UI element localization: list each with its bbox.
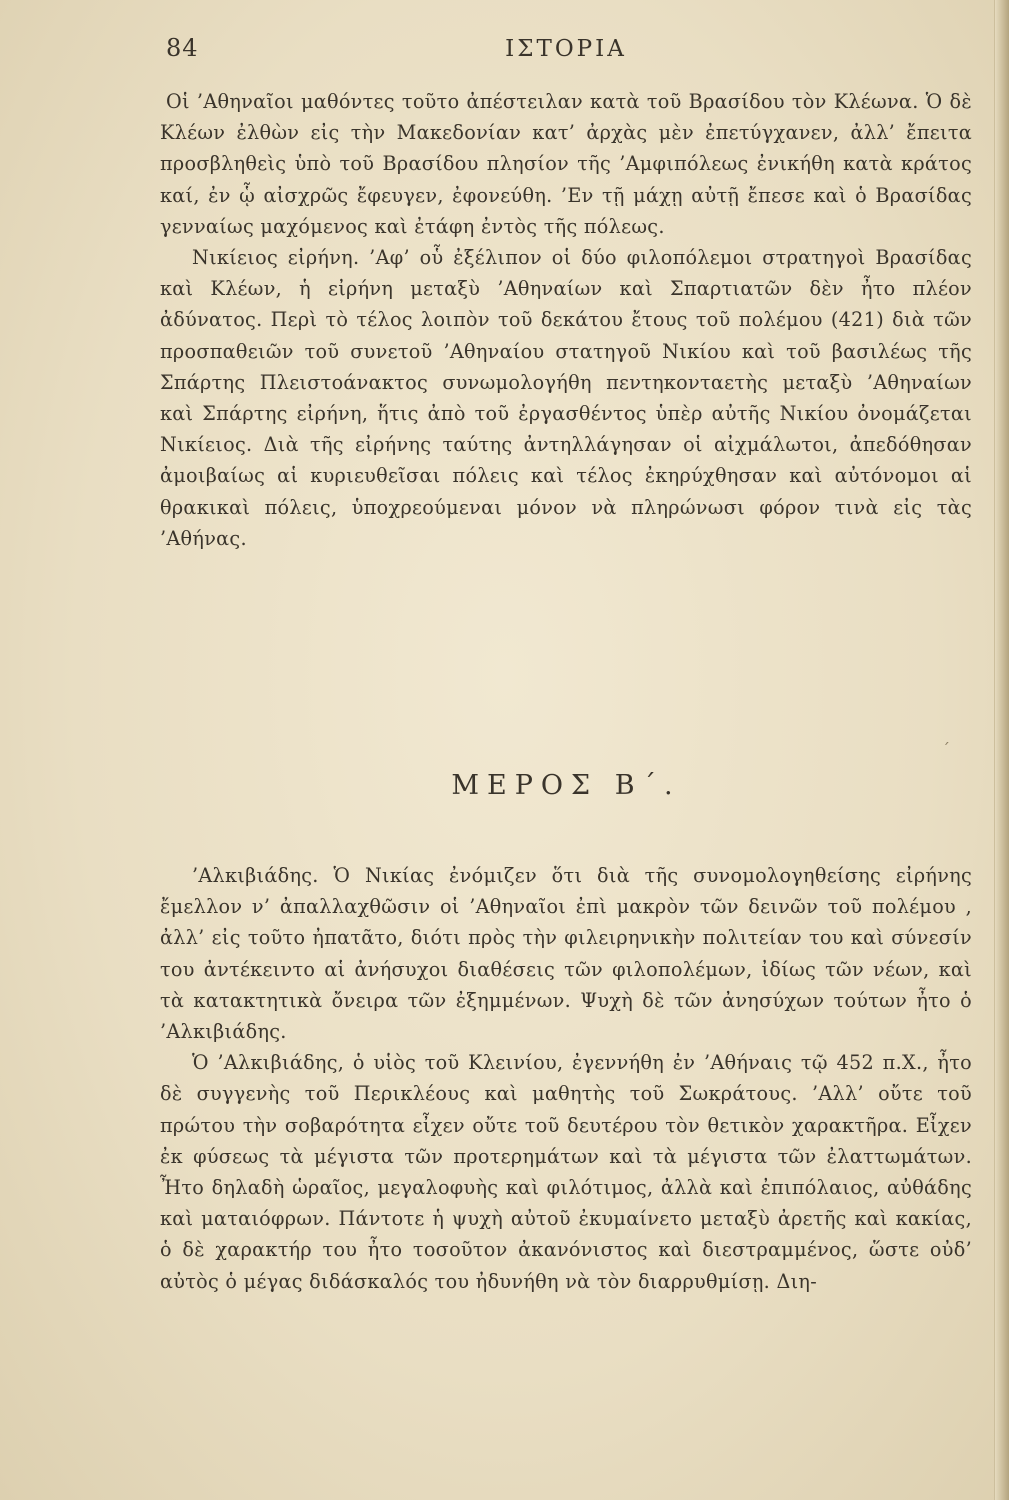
paragraph: Νικίειος εἰρήνη. ’Αφ’ οὗ ἐξέλιπον οἱ δύο φιλοπόλεμοι στρατηγοὶ Βρασίδας καὶ Κλέων, ἡ εἰρήνη μεταξὺ ’Αθηναίων καὶ Σπαρτιατῶν δὲν ἦτο πλέον ἀδύνατος. Περὶ τὸ τέλος λοιπὸν τοῦ δεκάτου ἔτους τοῦ πολέμου (421) διὰ τῶν προσπαθειῶν τοῦ συνετοῦ ’Αθηναίου στατηγοῦ Νικίου καὶ τοῦ βασιλέως τῆς Σπάρτης Πλειστοάνακτος συνωμολογήθη πεντηκονταετὴς μεταξὺ ’Αθηναίων καὶ Σπάρτης εἰρήνη, ἥτις ἀπὸ τοῦ ἐργασθέντος ὑπὲρ αὐτῆς Νικίου ὀνομάζεται Νικίειος. Διὰ τῆς εἰρήνης ταύτης ἀντηλλάγησαν οἱ αἰχμάλωτοι, ἀπεδόθησαν ἀμοιβαίως αἱ κυριευθεῖσαι πόλεις καὶ τέλος ἐκηρύχθησαν καὶ αὐτόνομοι αἱ θρακικαὶ πόλεις, ὑποχρεούμεναι μόνον νὰ πληρώνωσι φόρον τινὰ εἰς τὰς ’Αθήνας. [160, 246, 972, 550]
page-number: 84 [166, 34, 199, 62]
body-text-bottom [160, 860, 972, 1297]
paragraph: Οἱ ’Αθηναῖοι μαθόντες τοῦτο ἀπέστειλαν κατὰ τοῦ Βρασίδου τὸν Κλέωνα. Ὁ δὲ Κλέων ἐλθὼν εἰς τὴν Μακεδονίαν κατ’ ἀρχὰς μὲν ἐπετύγχανεν, ἀλλ’ ἔπειτα προσβληθεὶς ὑπὸ τοῦ Βρασίδου πλησίον τῆς ’Αμφιπόλεως ἐνικήθη κατὰ κράτος καί, ἐν ᾧ αἰσχρῶς ἔφευγεν, ἐφονεύθη. ’Εν τῇ μάχῃ αὐτῇ ἔπεσε καὶ ὁ Βρασίδας γενναίως μαχόμενος καὶ ἐτάφη ἐντὸς τῆς πόλεως. [160, 90, 972, 238]
pencil-mark: ´ [942, 740, 950, 759]
running-title: ΙΣΤΟΡΙΑ [505, 36, 627, 62]
paragraph: Ὁ ’Αλκιβιάδης, ὁ υἱὸς τοῦ Κλεινίου, ἐγεννήθη ἐν ’Αθήναις τῷ 452 π.Χ., ἦτο δὲ συγγενὴς τοῦ Περικλέους καὶ μαθητὴς τοῦ Σωκράτους. ’Αλλ’ οὔτε τοῦ πρώτου τὴν σοβαρότητα εἶχεν οὔτε τοῦ δευτέρου τὸν θετικὸν χαρακτῆρα. Εἶχεν ἐκ φύσεως τὰ μέγιστα τῶν προτερημάτων καὶ τὰ μέγιστα τῶν ἐλαττωμάτων. Ἦτο δηλαδὴ ὡραῖος, μεγαλοφυὴς καὶ φιλότιμος, ἀλλὰ καὶ ἐπιπόλαιος, αὐθάδης καὶ ματαιόφρων. Πάντοτε ἡ ψυχὴ αὐτοῦ ἐκυμαίνετο μεταξὺ ἀρετῆς καὶ κακίας, ὁ δὲ χαρακτήρ του ἦτο τοσοῦτον ἀκανόνιστος καὶ διεστραμμένος, ὥστε οὐδ’ αὐτὸς ὁ μέγας διδάσκαλός του ἠδυνήθη νὰ τὸν διαρρυθμίσῃ. Διη- [160, 1051, 972, 1293]
page-edge [995, 0, 1009, 1500]
page-header [166, 34, 966, 74]
paragraph: ’Αλκιβιάδης. Ὁ Νικίας ἐνόμιζεν ὅτι διὰ τῆς συνομολογηθείσης εἰρήνης ἔμελλον ν’ ἀπαλλαχθῶσιν οἱ ’Αθηναῖοι ἐπὶ μακρὸν τῶν δεινῶν τοῦ πολέμου , ἀλλ’ εἰς τοῦτο ἠπατᾶτο, διότι πρὸς τὴν φιλειρηνικὴν πολιτείαν του καὶ σύνεσίν του ἀντέκειντο αἱ ἀνήσυχοι διαθέσεις τῶν φιλοπολέμων, ἰδίως τῶν νέων, καὶ τὰ κατακτητικὰ ὄνειρα τῶν ἐξημμένων. Ψυχὴ δὲ τῶν ἀνησύχων τούτων ἦτο ὁ ’Αλκιβιάδης. [160, 864, 972, 1044]
body-text-top [160, 86, 972, 554]
section-heading: ΜΕΡΟΣ Β΄. [451, 770, 681, 801]
